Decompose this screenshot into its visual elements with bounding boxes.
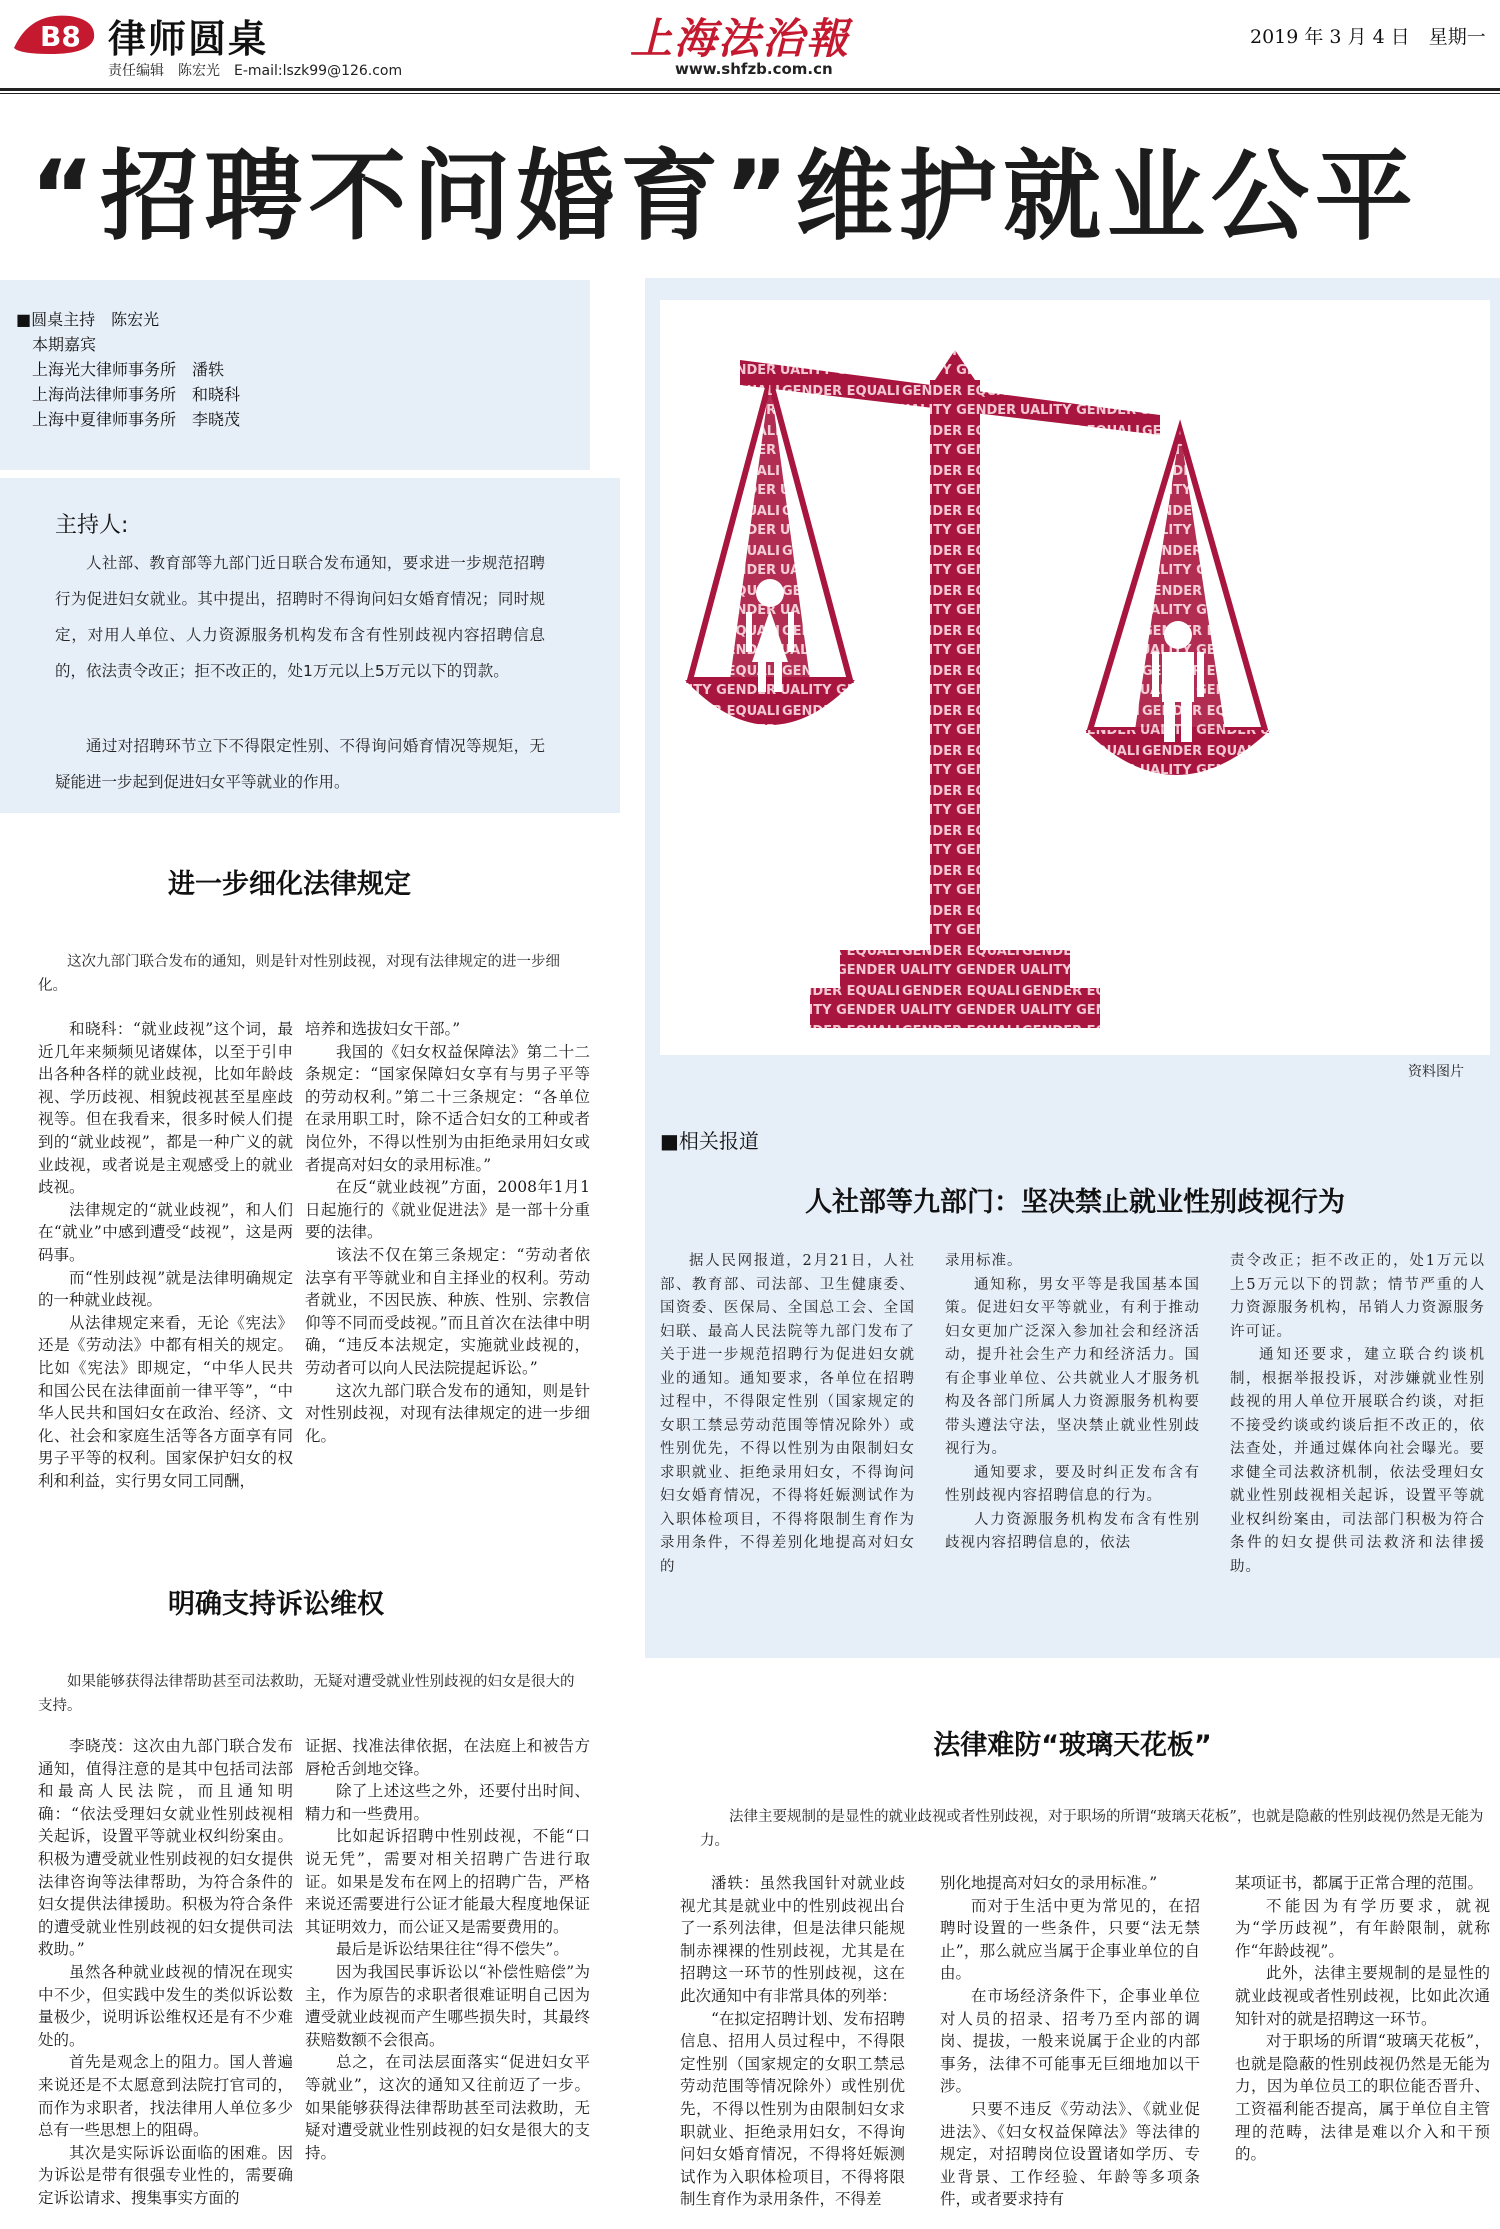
paragraph: 李晓茂：这次由九部门联合发布通知，值得注意的是其中包括司法部和最高人民法院，而且通知明确：“依法受理妇女就业性别歧视相关起诉，设置平等就业权纠纷案由。积极为遭受就业性别歧视的妇女提供法律咨询等法律帮助，为符合条件的妇女提供法律援助。积极为符合条件的遭受就业性别歧视的妇女提供司法救助。” bbox=[38, 1737, 293, 1959]
section-lead: 这次九部门联合发布的通知，则是针对性别歧视，对现有法律规定的进一步细化。 bbox=[38, 954, 560, 994]
paragraph: 除了上述这些之外，还要付出时间、精力和一些费用。 bbox=[305, 1782, 590, 1823]
paragraph: 首先是观念上的阻力。国人普遍来说还是不太愿意到法院打官司的，而作为求职者，找法律用人单位多少总有一些思想上的阻碍。 bbox=[38, 2053, 293, 2140]
page-badge bbox=[10, 10, 98, 56]
paragraph: 因为我国民事诉讼以“补偿性赔偿”为主，作为原告的求职者很难证明自己因为遭受就业歧视而产生哪些损失时，其最终获赔数额不会很高。 bbox=[305, 1962, 590, 2049]
paragraph: 虽然各种就业歧视的情况在现实中不少，但实践中发生的类似诉讼数量极少，说明诉讼维权还是有不少难处的。 bbox=[38, 1962, 293, 2049]
related-column bbox=[1230, 1250, 1485, 1605]
page-headline: “招聘不问婚育”维护就业公平 bbox=[30, 140, 1419, 254]
scales-of-justice-icon bbox=[660, 300, 1490, 1055]
paragraph: 通知称，男女平等是我国基本国策。促进妇女平等就业，有利于推动妇女更加广泛深入参加社会和经济活动，提升社会生产力和经济活力。国有企事业单位、公共就业人才服务机构及各部门所属人力资源服务机构要带头遵法守法，坚决禁止就业性别歧视行为。 bbox=[945, 1276, 1200, 1457]
paragraph: 证据、找准法律依据，在法庭上和被告方唇枪舌剑地交锋。 bbox=[305, 1737, 590, 1778]
related-report-label: ■相关报道 bbox=[660, 1129, 759, 1153]
paragraph: 法律规定的“就业歧视”，和人们在“就业”中感到遭受“歧视”，这是两码事。 bbox=[38, 1200, 293, 1264]
article-column bbox=[38, 1735, 293, 2225]
paragraph: 培养和选拔妇女干部。” bbox=[305, 1020, 461, 1038]
section-heading: 法律难防“玻璃天花板” bbox=[933, 1730, 1212, 1761]
host-label: 主持人: bbox=[55, 513, 129, 538]
paragraph: 别化地提高对妇女的录用标准。” bbox=[940, 1874, 1158, 1892]
article-column bbox=[305, 1018, 590, 1518]
newspaper-url[interactable]: www.shfzb.com.cn bbox=[675, 60, 833, 78]
guest-line: ■圆桌主持 陈宏光 bbox=[16, 310, 160, 329]
section-title: 律师圆桌 bbox=[108, 17, 269, 61]
paragraph: 这次九部门联合发布的通知，则是针对性别歧视，对现有法律规定的进一步细化。 bbox=[305, 1381, 590, 1445]
paragraph: 该法不仅在第三条规定：“劳动者依法享有平等就业和自主择业的权利。劳动者就业，不因民族、种族、性别、宗教信仰等不同而受歧视。”而且首次在法律中明确，“违反本法规定，实施就业歧视的，劳动者可以向人民法院提起诉讼。” bbox=[305, 1245, 590, 1377]
article-column bbox=[38, 1018, 293, 1518]
paragraph: 录用标准。 bbox=[945, 1253, 1023, 1269]
article-column bbox=[940, 1872, 1200, 2227]
paragraph: 而对于生活中更为常见的，在招聘时设置的一些条件，只要“法无禁止”，那么就应当属于企事业单位的自由。 bbox=[940, 1896, 1200, 1983]
paragraph: 责令改正；拒不改正的，处1万元以上5万元以下的罚款；情节严重的人力资源服务机构，吊销人力资源服务许可证。 bbox=[1230, 1253, 1485, 1340]
related-column bbox=[945, 1250, 1200, 1605]
paragraph: 不能因为有学历要求，就视为“学历歧视”，有年龄限制，就称作“年龄歧视”。 bbox=[1235, 1896, 1490, 1960]
section-lead: 如果能够获得法律帮助甚至司法救助，无疑对遭受就业性别歧视的妇女是很大的支持。 bbox=[38, 1674, 575, 1714]
paragraph: 某项证书，都属于正常合理的范围。 bbox=[1235, 1874, 1484, 1892]
paragraph: 最后是诉讼结果往往“得不偿失”。 bbox=[336, 1940, 569, 1959]
paragraph: 此外，法律主要规制的是显性的就业歧视或者性别歧视，比如此次通知针对的就是招聘这一环节。 bbox=[1235, 1964, 1490, 2028]
guest-line: 上海光大律师事务所 潘轶 bbox=[16, 360, 225, 379]
host-paragraph: 人社部、教育部等九部门近日联合发布通知，要求进一步规范招聘行为促进妇女就业。其中提出，招聘时不得询问妇女婚育情况；同时规定，对用人单位、人力资源服务机构发布含有性别歧视内容招聘信息的，依法责令改正；拒不改正的，处1万元以上5万元以下的罚款。 bbox=[55, 554, 545, 680]
paragraph: 通知还要求，建立联合约谈机制，根据举报投诉，对涉嫌就业性别歧视的用人单位开展联合约谈，对拒不接受约谈或约谈后拒不改正的，依法查处，并通过媒体向社会曝光。要求健全司法救济机制，依法受理妇女就业性别歧视相关起诉，设置平等就业权纠纷案由，司法部门积极为符合条件的妇女提供司法救济和法律援助。 bbox=[1230, 1347, 1485, 1575]
paragraph: 只要不违反《劳动法》、《就业促进法》、《妇女权益保障法》等法律的规定，对招聘岗位设置诸如学历、专业背景、工作经验、年龄等多项条件，或者要求持有 bbox=[940, 2099, 1200, 2209]
paragraph: 潘轶：虽然我国针对就业歧视尤其是就业中的性别歧视出台了一系列法律，但是法律只能规制赤裸裸的性别歧视，尤其是在招聘这一环节的性别歧视，这在此次通知中有非常具体的列举： bbox=[680, 1874, 905, 2005]
editor-line: 责任编辑 陈宏光 E-mail:lszk99@126.com bbox=[108, 63, 403, 79]
page-badge-text: B8 bbox=[40, 20, 81, 53]
image-caption: 资料图片 bbox=[1408, 1064, 1464, 1080]
guest-line: 本期嘉宾 bbox=[16, 335, 97, 354]
masthead-rule-thin bbox=[0, 93, 1500, 94]
paragraph: 从法律规定来看，无论《宪法》还是《劳动法》中都有相关的规定。比如《宪法》即规定，“中华人民共和国公民在法律面前一律平等”，“中华人民共和国妇女在政治、经济、文化、社会和家庭生活等各方面享有同男子平等的权利。国家保护妇女的权利和利益，实行男女同工同酬， bbox=[38, 1313, 293, 1490]
article-column bbox=[680, 1872, 905, 2227]
paragraph: 而“性别歧视”就是法律明确规定的一种就业歧视。 bbox=[38, 1268, 293, 1310]
host-paragraph: 通过对招聘环节立下不得限定性别、不得询问婚育情况等规矩，无疑能进一步起到促进妇女平等就业的作用。 bbox=[55, 737, 545, 791]
paragraph: 比如起诉招聘中性别歧视，不能“口说无凭”，需要对相关招聘广告进行取证。如果是发布在网上的招聘广告，严格来说还需要进行公证才能最大程度地保证其证明效力，而公证又是需要费用的。 bbox=[305, 1827, 590, 1936]
related-report-heading: 人社部等九部门：坚决禁止就业性别歧视行为 bbox=[805, 1187, 1345, 1218]
paragraph: 对于职场的所谓“玻璃天花板”，也就是隐蔽的性别歧视仍然是无能为力，因为单位员工的职位能否晋升、工资福利能否提高，属于单位自主管理的范畴，法律是难以介入和干预的。 bbox=[1235, 2032, 1490, 2164]
paragraph: 其次是实际诉讼面临的困难。因为诉讼是带有很强专业性的，需要确定诉讼请求、搜集事实方面的 bbox=[38, 2143, 293, 2207]
paragraph: 在市场经济条件下，企事业单位对人员的招录、招考乃至内部的调岗、提拔，一般来说属于企业的内部事务，法律不可能事无巨细地加以干涉。 bbox=[940, 1986, 1200, 2096]
masthead-rule bbox=[0, 88, 1500, 91]
paragraph: “在拟定招聘计划、发布招聘信息、招用人员过程中，不得限定性别（国家规定的女职工禁忌劳动范围等情况除外）或性别优先，不得以性别为由限制妇女求职就业、拒绝录用妇女，不得询问妇女婚育情况，不得将妊娠测试作为入职体检项目，不得将限制生育作为录用条件，不得差 bbox=[680, 2009, 905, 2209]
paragraph: 总之，在司法层面落实“促进妇女平等就业”，这次的通知又往前迈了一步。如果能够获得法律帮助甚至司法救助，无疑对遭受就业性别歧视的妇女是很大的支持。 bbox=[305, 2053, 590, 2162]
paragraph: 据人民网报道，2月21日，人社部、教育部、司法部、卫生健康委、国资委、医保局、全国总工会、全国妇联、最高人民法院等九部门发布了关于进一步规范招聘行为促进妇女就业的通知。通知要求，各单位在招聘过程中，不得限定性别（国家规定的女职工禁忌劳动范围等情况除外）或性别优先，不得以性别为由限制妇女求职就业、拒绝录用妇女，不得询问妇女婚育情况，不得将妊娠测试作为入职体检项目，不得将限制生育作为录用条件，不得差别化地提高对妇女的 bbox=[660, 1253, 915, 1575]
illustration bbox=[660, 300, 1490, 1055]
section-heading: 明确支持诉讼维权 bbox=[168, 1589, 384, 1620]
issue-date: 2019 年 3 月 4 日 星期一 bbox=[1250, 26, 1486, 48]
section-lead: 法律主要规制的是显性的就业歧视或者性别歧视，对于职场的所谓“玻璃天花板”，也就是隐蔽的性别歧视仍然是无能为力。 bbox=[700, 1809, 1484, 1849]
related-column bbox=[660, 1250, 915, 1605]
paragraph: 和晓科：“就业歧视”这个词，最近几年来频频见诸媒体，以至于引申出各种各样的就业歧视，比如年龄歧视、学历歧视、相貌歧视甚至星座歧视等。但在我看来，很多时候人们提到的“就业歧视”，都是一种广义的就业歧视，或者说是主观感受上的就业歧视。 bbox=[38, 1020, 293, 1197]
article-column bbox=[305, 1735, 590, 2225]
article-column bbox=[1235, 1872, 1490, 2227]
paragraph: 人力资源服务机构发布含有性别歧视内容招聘信息的，依法 bbox=[945, 1511, 1200, 1551]
newspaper-logo: 上海法治報 bbox=[630, 14, 851, 63]
paragraph: 通知要求，要及时纠正发布含有性别歧视内容招聘信息的行为。 bbox=[945, 1464, 1200, 1504]
guest-line: 上海中夏律师事务所 李晓茂 bbox=[16, 410, 241, 429]
section-heading: 进一步细化法律规定 bbox=[168, 869, 411, 900]
guest-line: 上海尚法律师事务所 和晓科 bbox=[16, 385, 241, 404]
paragraph: 我国的《妇女权益保障法》第二十二条规定：“国家保障妇女享有与男子平等的劳动权利。”第二十三条规定：“各单位在录用职工时，除不适合妇女的工种或者岗位外，不得以性别为由拒绝录用妇女或者提高对妇女的录用标准。” bbox=[305, 1042, 590, 1174]
paragraph: 在反“就业歧视”方面，2008年1月1日起施行的《就业促进法》是一部十分重要的法律。 bbox=[305, 1178, 590, 1242]
